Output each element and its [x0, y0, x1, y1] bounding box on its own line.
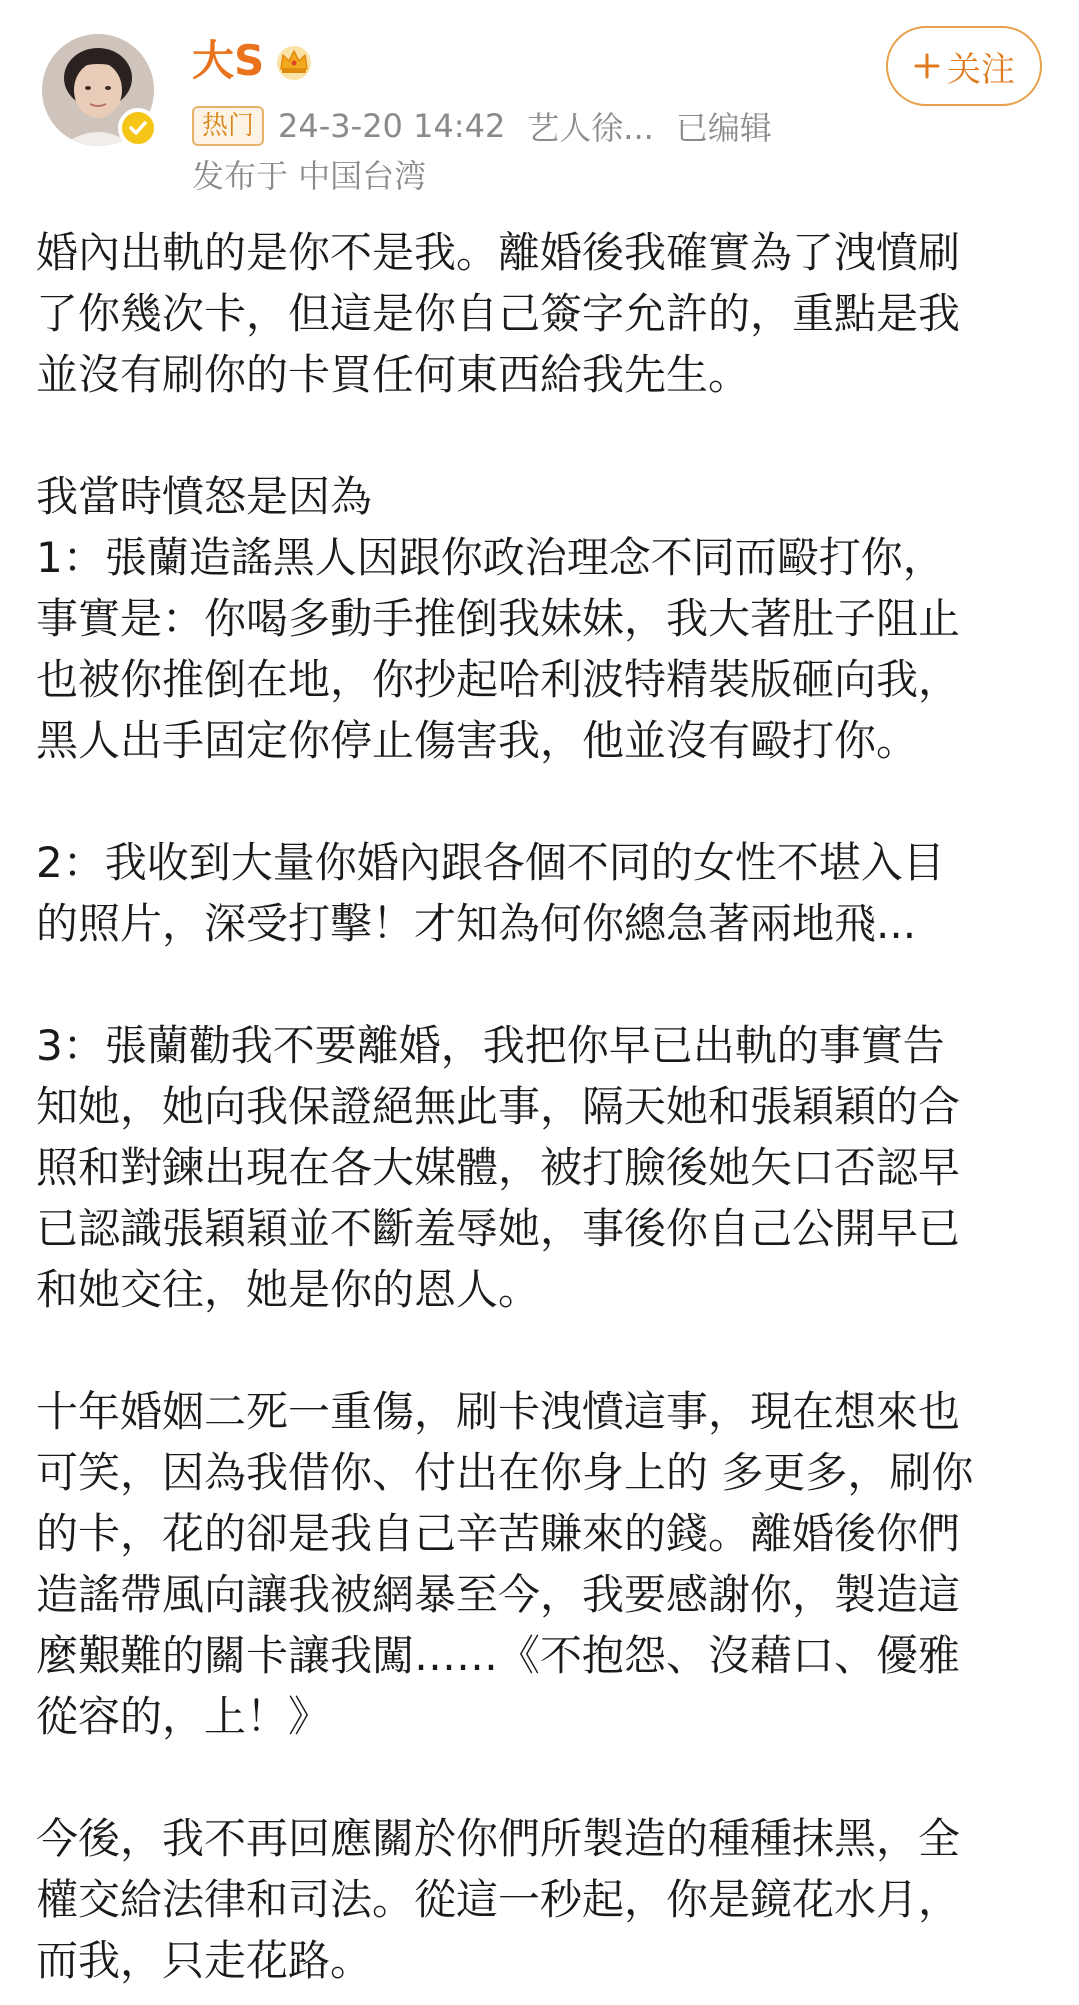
post-paragraph [36, 466, 1046, 771]
hot-badge: 热门 [192, 106, 264, 146]
post-text-line: 2：我收到大量你婚內跟各個不同的女性不堪入目 [36, 838, 945, 887]
post-text-line: 照和對鍊出現在各大媒體，被打臉後她矢口否認早 [36, 1143, 961, 1192]
post-text-line: 的卡，花的卻是我自己辛苦賺來的錢。離婚後你們 [36, 1509, 961, 1558]
post-text-line: 的照片，深受打擊！才知為何你總急著兩地飛... [36, 899, 917, 948]
post-location: 发布于 中国台湾 [192, 157, 427, 195]
post-text-line: 造謠帶風向讓我被網暴至今，我要感謝你，製造這 [36, 1570, 961, 1619]
post-content [36, 222, 1046, 1991]
post-text-line: 了你幾次卡，但這是你自己簽字允許的，重點是我 [36, 289, 961, 338]
username[interactable]: 大S [192, 36, 265, 85]
post-paragraph [36, 1808, 1046, 1991]
post-paragraph [36, 222, 1046, 405]
post-text-line: 十年婚姻二死一重傷，刷卡洩憤這事，現在想來也 [36, 1387, 961, 1436]
post-text-line: 並沒有刷你的卡買任何東西給我先生。 [36, 350, 751, 399]
post-timestamp: 24-3-20 14:42 [278, 107, 506, 145]
follow-label: 关注 [947, 49, 1015, 90]
post-paragraph [36, 1381, 1046, 1747]
post-text-line: 我當時憤怒是因為 [36, 472, 373, 521]
post-text-line: 可笑，因為我借你、付出在你身上的 多更多，刷你 [36, 1448, 974, 1497]
post-text-line: 也被你推倒在地，你抄起哈利波特精裝版砸向我， [36, 655, 961, 704]
post-text-line: 今後，我不再回應關於你們所製造的種種抹黑，全 [36, 1814, 961, 1863]
post-source[interactable]: 艺人徐... [527, 109, 654, 147]
post-text-line: 權交給法律和司法。從這一秒起，你是鏡花水月， [36, 1875, 961, 1924]
post-text-line: 已認識張穎穎並不斷羞辱她，事後你自己公開早已 [36, 1204, 961, 1253]
post-text-line: 黑人出手固定你停止傷害我，他並沒有毆打你。 [36, 716, 919, 765]
edited-label[interactable]: 已编辑 [675, 109, 772, 147]
plus-icon [913, 52, 941, 80]
post-text-line: 事實是：你喝多動手推倒我妹妹，我大著肚子阻止 [36, 594, 961, 643]
post-text-line: 和她交往，她是你的恩人。 [36, 1265, 541, 1314]
avatar[interactable] [42, 34, 154, 146]
post-text-line: 婚內出軌的是你不是我。離婚後我確實為了洩憤刷 [36, 228, 961, 277]
post-text-line: 而我，只走花路。 [36, 1936, 373, 1985]
post-text-line: 3：張蘭勸我不要離婚，我把你早已出軌的事實告 [36, 1021, 945, 1070]
crown-icon [272, 39, 316, 83]
post-text-line: 麼艱難的關卡讓我闖……《不抱怨、沒藉口、優雅 [36, 1631, 961, 1680]
follow-button[interactable] [886, 26, 1042, 106]
post-text-line: 知她，她向我保證絕無此事，隔天她和張穎穎的合 [36, 1082, 961, 1131]
post-text-line: 1：張蘭造謠黑人因跟你政治理念不同而毆打你， [36, 533, 945, 582]
post-paragraph [36, 832, 1046, 954]
post-text-line: 從容的，上！》 [36, 1692, 331, 1741]
post-header [0, 0, 1079, 195]
verified-icon [118, 108, 158, 148]
post-meta [192, 104, 794, 148]
username-row [192, 32, 316, 90]
post-paragraph [36, 1015, 1046, 1320]
